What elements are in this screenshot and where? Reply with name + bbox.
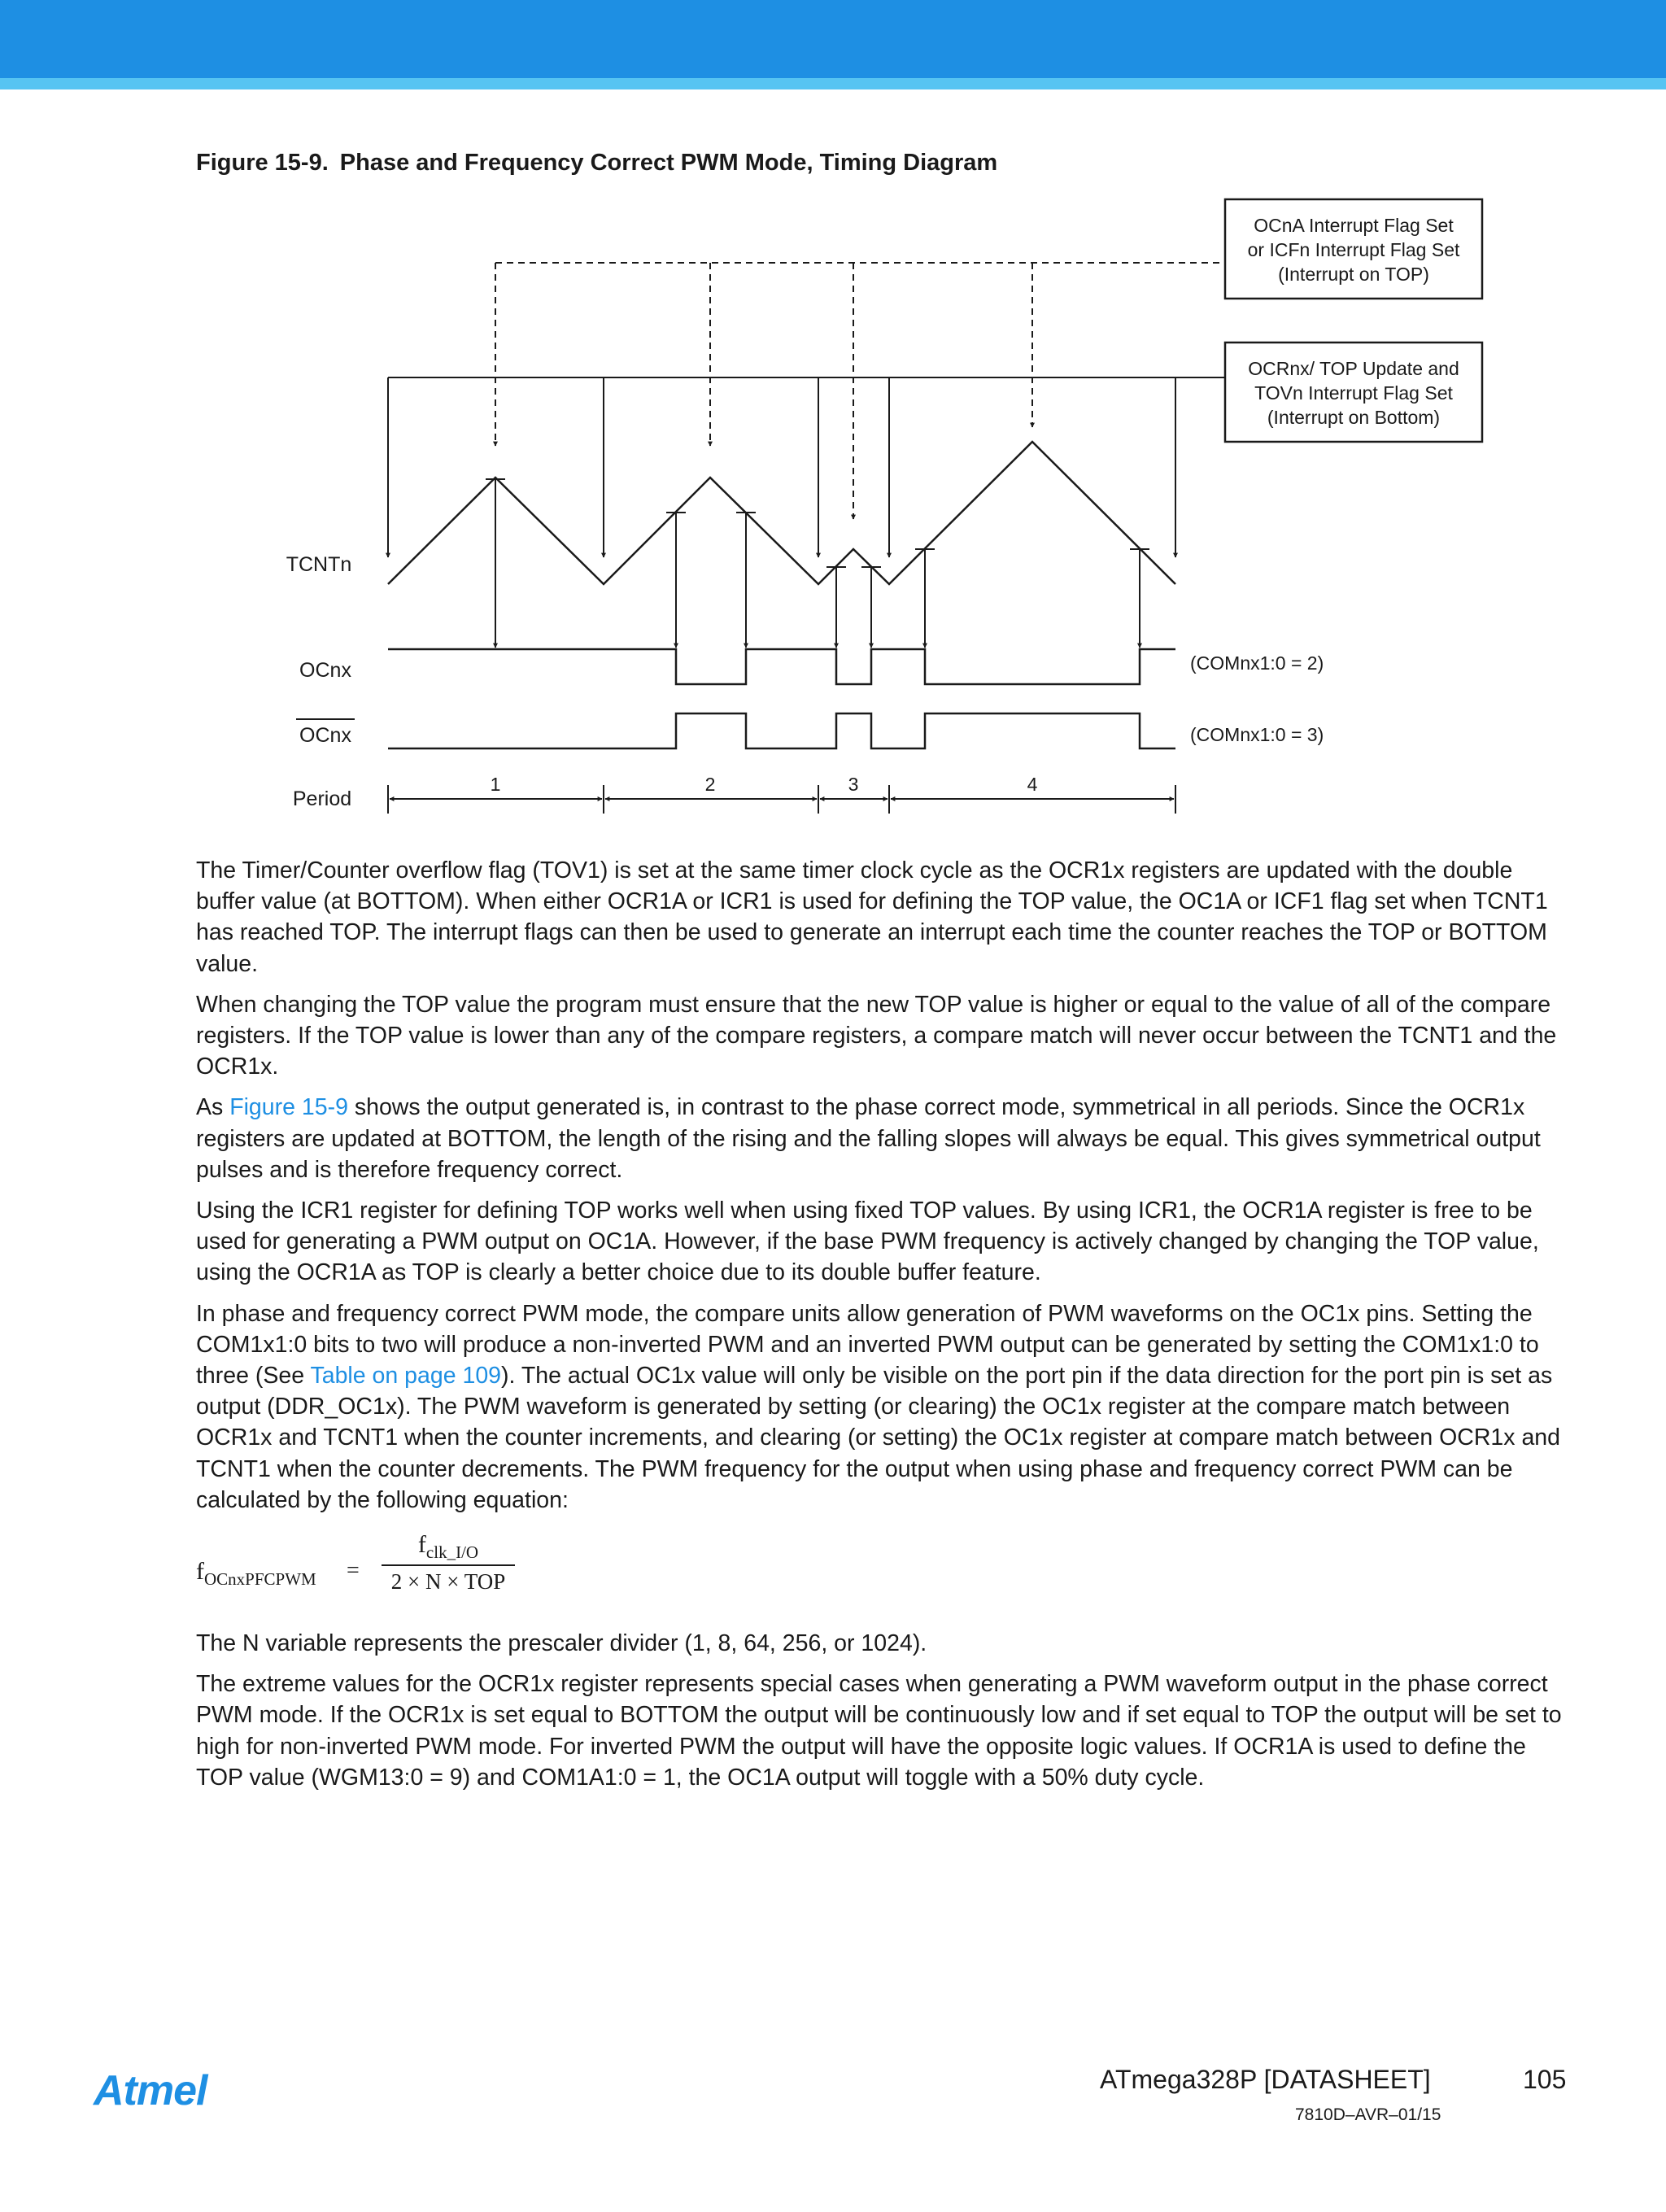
inverted-mode-label: (COMnx1:0 = 3) — [1190, 724, 1324, 745]
figure-number: Figure 15-9. — [196, 150, 329, 176]
timing-diagram — [0, 0, 1666, 895]
figure-15-9-link[interactable]: Figure 15-9 — [229, 1094, 348, 1121]
equation-numerator: $f_{clk\_I/O}$ — [417, 1531, 479, 1563]
paragraph-5: In phase and frequency correct PWM mode, the compare units allow generation of PWM waveforms on the OC1x pins. Setting the COM1x1:0 bits to two will produce a non-inverted PWM and an inverted PWM output can be generated by setting the COM1x1:0 to three (See Table on page 109). The actual OC1x value will only be visible on the port pin if the data direction for the port pin is set as output (DDR_OC1x). The PWM waveform is generated by setting (or clearing) the OC1x register at the compare match between OCR1x and TCNT1 when the counter increments, and clearing (or setting) the OC1x register at compare match between OCR1x and TCNT1 when the counter decrements. The PWM frequency for the output when using phase and frequency correct PWM can be calculated by the following equation: — [196, 1300, 1561, 1513]
bottom-interrupt-arrows — [388, 377, 1225, 557]
document-code: 7810D–AVR–01/15 — [1295, 2105, 1441, 2124]
paragraph-3: As Figure 15-9 shows the output generated is, in contrast to the phase correct mode, symmetrical in all periods. Since the OCR1x registers are updated at BOTTOM, the length of the rising and the falling slopes will always be equal. This gives symmetrical output pulses and is therefore frequency correct. — [196, 1094, 1541, 1183]
tcnt-waveform — [388, 442, 1175, 584]
period-3-label: 3 — [848, 774, 859, 795]
top-box-line-2: or ICFn Interrupt Flag Set — [1247, 239, 1460, 260]
bottom-box-line-3: (Interrupt on Bottom) — [1267, 407, 1441, 428]
ocnx-waveform — [388, 649, 1175, 684]
equation-equals: = — [347, 1558, 360, 1584]
paragraph-2: When changing the TOP value the program must ensure that the new TOP value is higher or equal to the value of all of the compare registers. If the TOP value is lower than any of the compare registers, a compare match will never occur between the TCNT1 and the OCR1x. — [196, 991, 1557, 1080]
page-number: 105 — [1523, 2065, 1567, 2094]
period-markers — [388, 785, 1175, 814]
paragraph-6: The N variable represents the prescaler divider (1, 8, 64, 256, or 1024). — [196, 1630, 927, 1657]
bottom-box-line-1: OCRnx/ TOP Update and — [1248, 358, 1459, 379]
ocnx-inverted-label: OCnx — [299, 724, 351, 747]
paragraph-7: The extreme values for the OCR1x register represents special cases when generating a PWM waveform output in the phase correct PWM mode. If the OCR1x is set equal to BOTTOM the output will be continuously low and if set equal to TOP the output will be set to high for non-inverted PWM mode. For inverted PWM the output will have the opposite logic values. If OCR1A is used to define the TOP value (WGM13:0 = 9) and COM1A1:0 = 1, the OC1A output will toggle with a 50% duty cycle. — [196, 1671, 1562, 1791]
atmel-logo: Atmel — [94, 2067, 207, 2114]
ocnx-inverted-waveform — [388, 713, 1175, 748]
figure-caption: Phase and Frequency Correct PWM Mode, Timing Diagram — [339, 150, 998, 176]
footer-title: ATmega328P [DATASHEET] — [1100, 2065, 1431, 2094]
top-box-line-3: (Interrupt on TOP) — [1278, 264, 1429, 285]
equation-fraction — [375, 1525, 521, 1597]
bottom-box-line-2: TOVn Interrupt Flag Set — [1254, 382, 1453, 404]
body-text — [196, 855, 1571, 1803]
ocnx-label: OCnx — [299, 659, 351, 682]
table-page-109-link[interactable]: Table on page 109 — [310, 1363, 502, 1390]
equation-lhs: $f_{OCnxPFCPWM}$ — [196, 1558, 316, 1590]
period-4-label: 4 — [1027, 774, 1038, 795]
paragraph-1: The Timer/Counter overflow flag (TOV1) is set at the same timer clock cycle as the OCR1x registers are updated with the double buffer value (at BOTTOM). When either OCR1A or ICR1 is used for defining the TOP value, the OC1A or ICF1 flag set when TCNT1 has reached TOP. The interrupt flags can then be used to generate an interrupt each time the counter reaches the TOP or BOTTOM value. — [196, 857, 1548, 977]
period-label: Period — [292, 788, 352, 810]
top-box-line-1: OCnA Interrupt Flag Set — [1254, 215, 1454, 236]
noninverted-mode-label: (COMnx1:0 = 2) — [1190, 652, 1324, 674]
pwm-frequency-equation — [196, 1525, 1571, 1610]
top-interrupt-arrows — [495, 263, 1225, 519]
paragraph-4: Using the ICR1 register for defining TOP works well when using fixed TOP values. By using ICR1, the OCR1A register is free to be used for generating a PWM output on OC1A. However, if the base PWM frequency is actively changed by changing the TOP value, using the OCR1A as TOP is clearly a better choice due to its double buffer feature. — [196, 1198, 1539, 1286]
equation-denominator: 2 × N × TOP — [390, 1569, 506, 1595]
period-1-label: 1 — [490, 774, 501, 795]
interrupt-top-box — [1225, 199, 1482, 299]
period-2-label: 2 — [704, 774, 716, 795]
tcnt-label: TCNTn — [286, 553, 352, 576]
interrupt-bottom-box — [1225, 342, 1482, 442]
